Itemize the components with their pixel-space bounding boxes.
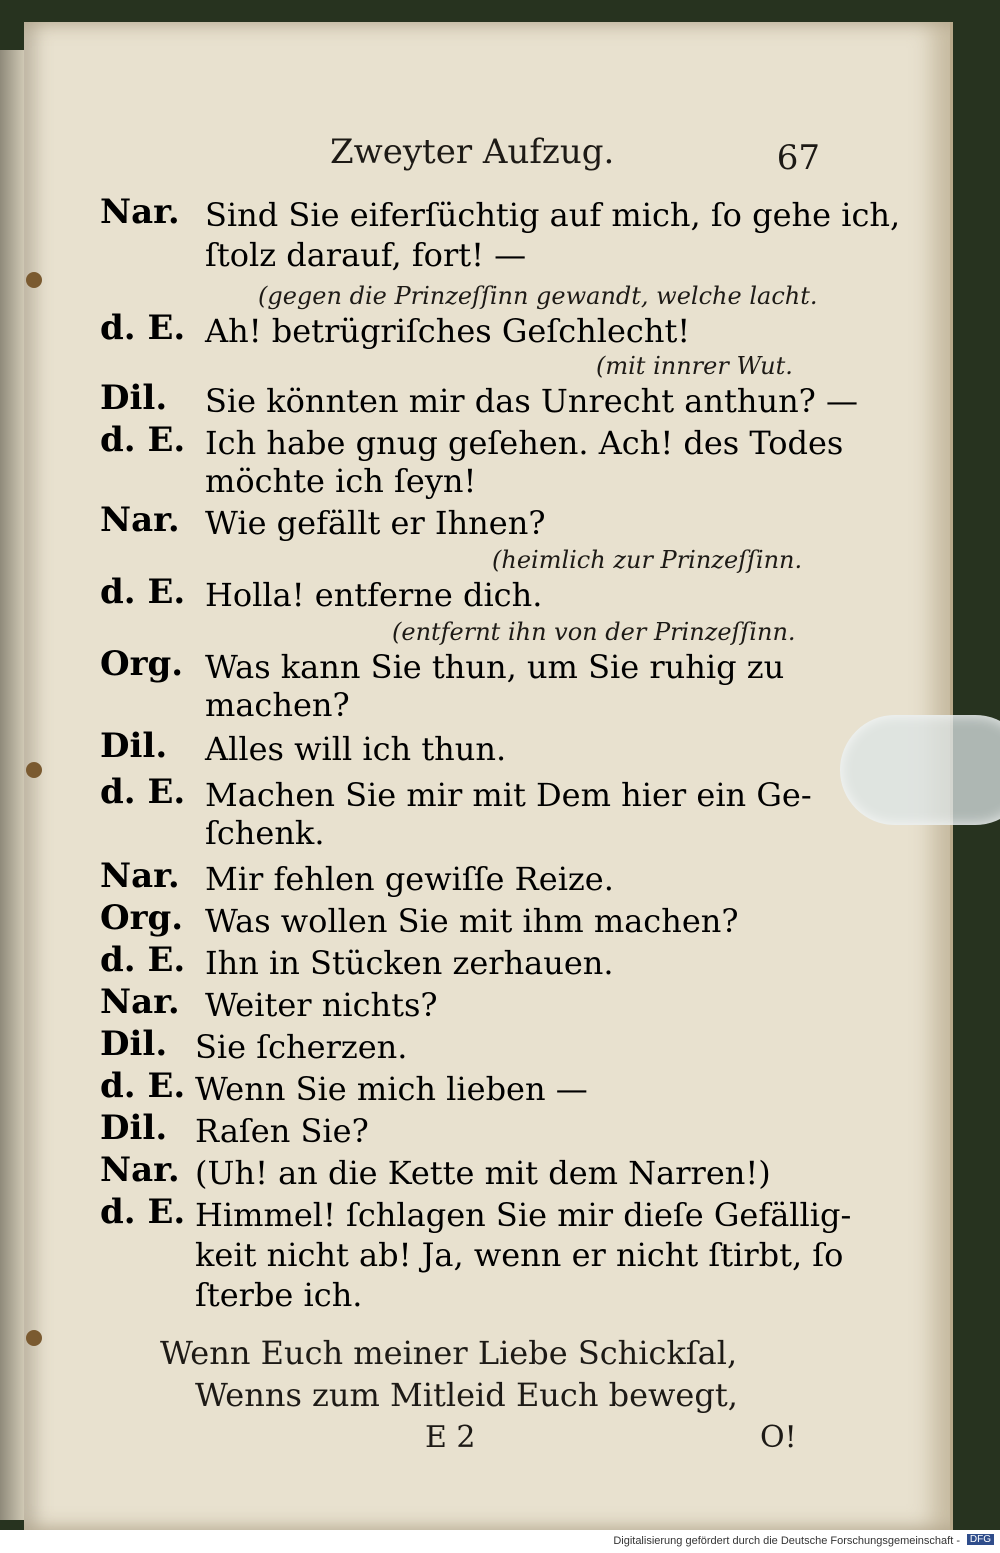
speaker-label: d. E. xyxy=(100,772,186,812)
dialogue-text: Sie könnten mir das Unrecht anthun? — xyxy=(205,382,858,420)
binding-stitch xyxy=(26,762,42,778)
signature-mark: E 2 xyxy=(425,1420,476,1455)
speaker-label: Dil. xyxy=(100,726,168,766)
dialogue-text: Weiter nichts? xyxy=(205,986,438,1024)
speaker-label: d. E. xyxy=(100,1066,186,1106)
dialogue-text: ſchenk. xyxy=(205,814,325,852)
speaker-label: Nar. xyxy=(100,192,180,232)
dialogue-text: Wenn Sie mich lieben — xyxy=(195,1070,588,1108)
dialogue-text: Was kann Sie thun, um Sie ruhig zu xyxy=(205,648,785,686)
speaker-label: Nar. xyxy=(100,1150,180,1190)
dialogue-text: Himmel! ſchlagen Sie mir dieſe Gefällig- xyxy=(195,1196,852,1234)
speaker-label: d. E. xyxy=(100,420,186,460)
dialogue-text: ſtolz darauf, fort! — xyxy=(205,236,527,274)
stage-direction: (entfernt ihn von der Prinzeſſinn. xyxy=(392,618,796,646)
chapter-title: Zweyter Aufzug. xyxy=(330,132,615,172)
speaker-label: Dil. xyxy=(100,1024,168,1064)
speaker-label: d. E. xyxy=(100,572,186,612)
stage-direction: (gegen die Prinzeſſinn gewandt, welche lacht. xyxy=(258,282,818,310)
speaker-label: Dil. xyxy=(100,1108,168,1148)
dialogue-text: Sind Sie eiferſüchtig auf mich, ſo gehe ich, xyxy=(205,196,901,234)
dialogue-text: Ich habe gnug geſehen. Ach! des Todes xyxy=(205,424,844,462)
binding-stitch xyxy=(26,1330,42,1346)
funding-note: Digitalisierung gefördert durch die Deutsche Forschungsgemeinschaft - xyxy=(613,1535,960,1547)
stage-direction: (heimlich zur Prinzeſſinn. xyxy=(492,546,803,574)
verse-line: Wenns zum Mitleid Euch bewegt, xyxy=(195,1376,738,1414)
dialogue-text: Ah! betrügriſches Geſchlecht! xyxy=(205,312,691,350)
previous-page-edge xyxy=(0,50,24,1520)
dialogue-text: Mir fehlen gewiſſe Reize. xyxy=(205,860,614,898)
verse-line: Wenn Euch meiner Liebe Schickſal, xyxy=(160,1334,738,1372)
dialogue-text: ſterbe ich. xyxy=(195,1276,363,1314)
page-number: 67 xyxy=(776,138,820,178)
speaker-label: Nar. xyxy=(100,982,180,1022)
dialogue-text: Sie ſcherzen. xyxy=(195,1028,408,1066)
dialogue-text: Holla! entferne dich. xyxy=(205,576,543,614)
speaker-label: Dil. xyxy=(100,378,168,418)
dialogue-text: Ihn in Stücken zerhauen. xyxy=(205,944,614,982)
page-clip xyxy=(840,715,1000,825)
dialogue-text: Machen Sie mir mit Dem hier ein Ge- xyxy=(205,776,812,814)
dialogue-text: Raſen Sie? xyxy=(195,1112,369,1150)
speaker-label: Nar. xyxy=(100,500,180,540)
speaker-label: d. E. xyxy=(100,1192,186,1232)
speaker-label: Org. xyxy=(100,898,184,938)
speaker-label: Org. xyxy=(100,644,184,684)
dialogue-text: machen? xyxy=(205,686,350,724)
dialogue-text: möchte ich ſeyn! xyxy=(205,462,477,500)
binding-stitch xyxy=(26,272,42,288)
dialogue-text: Alles will ich thun. xyxy=(205,730,507,768)
dialogue-text: Was wollen Sie mit ihm machen? xyxy=(205,902,739,940)
stage-direction: (mit innrer Wut. xyxy=(596,352,793,380)
speaker-label: d. E. xyxy=(100,940,186,980)
dfg-logo: DFG xyxy=(967,1534,994,1545)
dialogue-text: Wie gefällt er Ihnen? xyxy=(205,504,546,542)
dialogue-text: (Uh! an die Kette mit dem Narren!) xyxy=(195,1154,771,1192)
footer-bar xyxy=(0,1530,1000,1553)
running-header xyxy=(300,132,820,176)
speaker-label: d. E. xyxy=(100,308,186,348)
dialogue-text: keit nicht ab! Ja, wenn er nicht ſtirbt, ſo xyxy=(195,1236,844,1274)
speaker-label: Nar. xyxy=(100,856,180,896)
catchword: O! xyxy=(760,1420,797,1455)
